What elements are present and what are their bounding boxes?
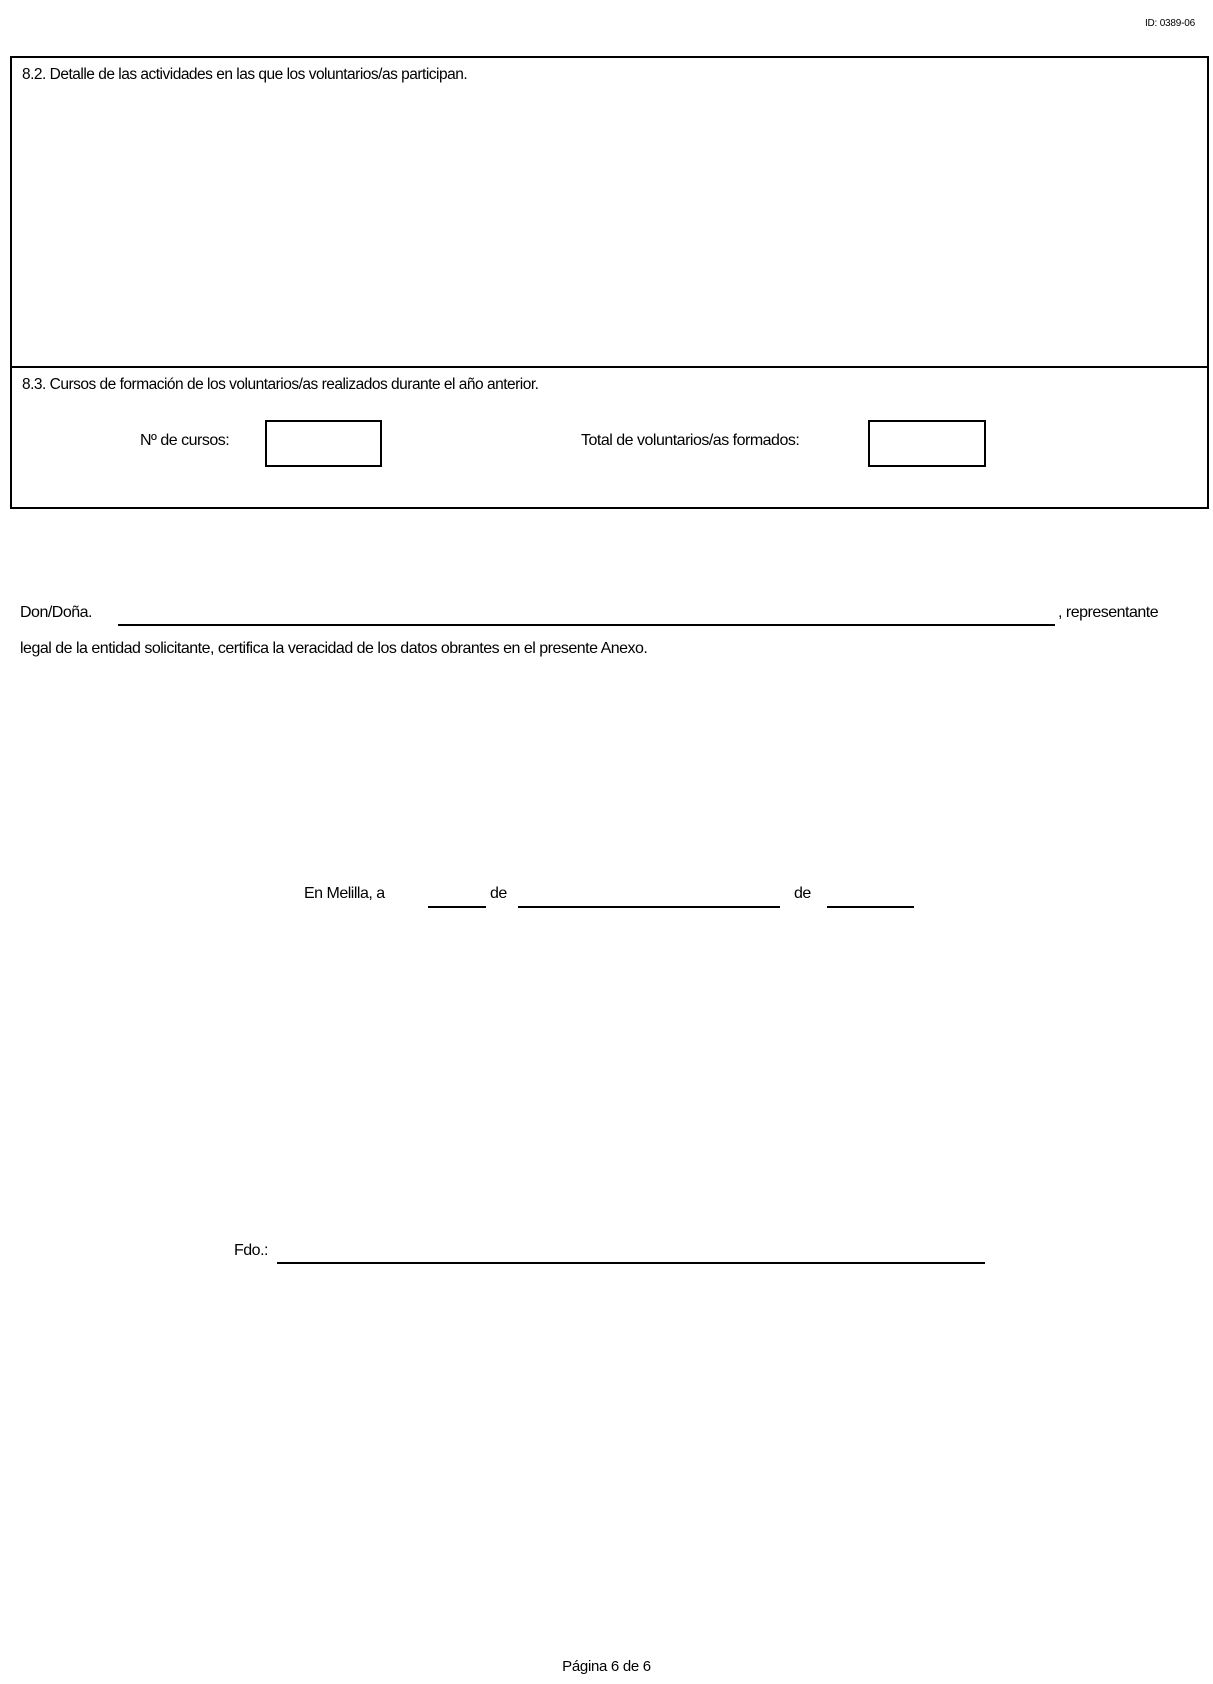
date-place-label: En Melilla, a: [304, 885, 385, 902]
signature-label: Fdo.:: [234, 1242, 268, 1259]
date-month-line[interactable]: [518, 888, 780, 908]
activities-detail-title: 8.2. Detalle de las actividades en las que los voluntarios/as participan.: [22, 66, 468, 83]
date-day-line[interactable]: [428, 888, 486, 908]
trained-volunteers-label: Total de voluntarios/as formados:: [581, 432, 800, 449]
courses-count-label: Nº de cursos:: [140, 432, 230, 449]
date-de-label-2: de: [794, 885, 811, 902]
annex-form-table: [10, 56, 1209, 509]
certification-statement: legal de la entidad solicitante, certifica la veracidad de los datos obrantes en el presente Anexo.: [20, 640, 648, 657]
date-year-line[interactable]: [827, 888, 914, 908]
courses-count-field[interactable]: [265, 420, 382, 467]
signature-line[interactable]: [277, 1244, 985, 1264]
representative-suffix: , representante: [1058, 604, 1159, 621]
document-id: ID: 0389-06: [1144, 18, 1195, 29]
representative-prefix: Don/Doña.: [20, 604, 92, 621]
representative-name-line[interactable]: [118, 606, 1055, 626]
training-courses-title: 8.3. Cursos de formación de los voluntarios/as realizados durante el año anterior.: [22, 376, 539, 393]
training-courses-section: [12, 368, 1207, 507]
trained-volunteers-field[interactable]: [868, 420, 986, 467]
date-de-label-1: de: [490, 885, 507, 902]
page-number: Página 6 de 6: [562, 1658, 651, 1675]
activities-detail-section: [12, 58, 1207, 368]
